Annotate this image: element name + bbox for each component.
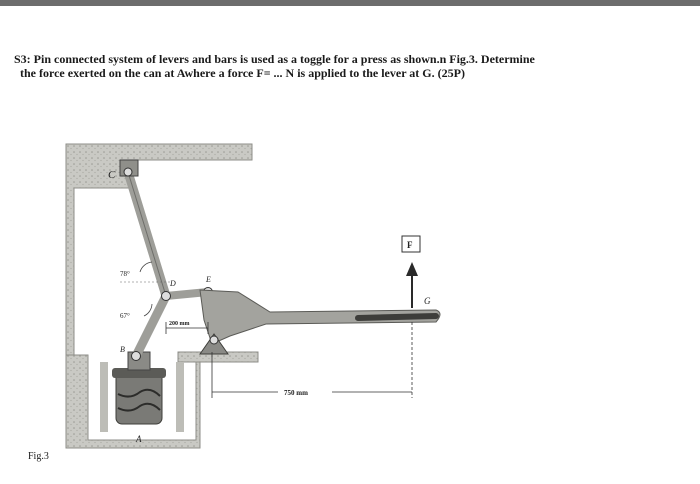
bar-cd-edge [128,172,166,296]
angle-arc-upper [140,262,152,272]
figure-caption: Fig.3 [28,451,49,462]
can [112,368,166,424]
bar-db [136,296,166,356]
dim-200-label: 200 mm [169,321,190,327]
label-b: B [120,345,125,354]
label-f: F [407,240,413,250]
lever-grip [358,316,436,318]
force-arrow-head [406,262,418,276]
angle-arc-lower [144,304,152,316]
problem-line-1: S3: Pin connected system of levers and bars is used as a toggle for a press as shown.n Fig.3. Determine [14,52,535,66]
pin-d [162,292,171,301]
angle-lower-label: 67° [120,312,130,320]
label-d: D [170,279,176,288]
angle-upper-label: 78° [120,270,130,278]
pit-right-wall [176,362,184,432]
pin-b [132,352,141,361]
label-e: E [206,275,211,284]
label-g: G [424,296,431,306]
pin-c [124,168,132,176]
label-c: C [108,169,116,181]
pit-left-wall [100,362,108,432]
label-a: A [136,434,142,444]
dim-750-label: 750 mm [284,389,308,397]
problem-line-2: the force exerted on the can at Awhere a force F= ... N is applied to the lever at G. (25P) [20,66,465,80]
